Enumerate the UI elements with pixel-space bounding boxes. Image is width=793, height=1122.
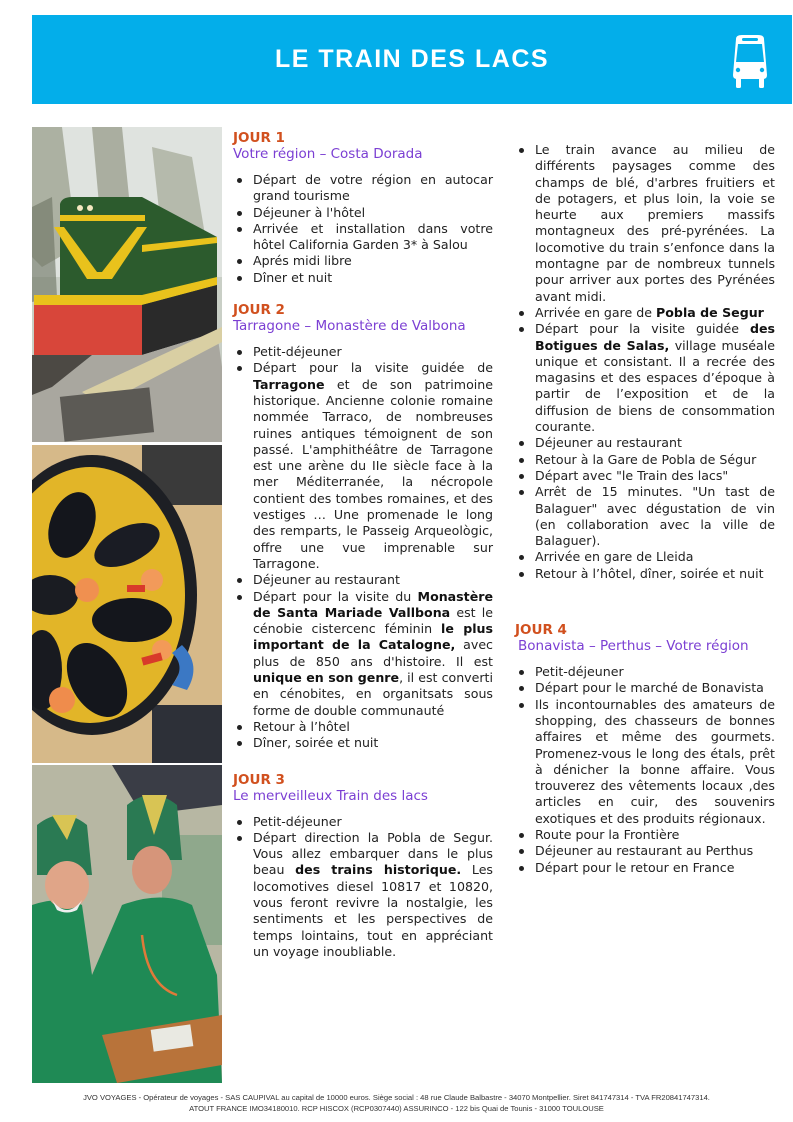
legal-footer <box>0 1092 793 1114</box>
list-item <box>515 697 775 827</box>
bold-text: Pobla de Segur <box>656 304 764 320</box>
day-subtitle: Bonavista – Perthus – Votre région <box>518 638 749 655</box>
text: et de son patrimoine historique. Ancienne colonie romaine nommée Tarraco, de nombreuses ruines antiques témoignent de son passé. L'amphithéâtre de Tarragone est une arène du IIe siècle face à la mer Méditerranée, la nécropole contient des tombes romaines, et des vestiges … Une promenade le long des remparts, le Passeig Arqueològic, offre une vue imprenable sur Tarragone. <box>253 376 493 571</box>
text: Arrêt de 15 minutes. "Un tast de Balaguer" avec dégustation de vin (en collaboration avec la ville de Balaguer). <box>535 484 775 549</box>
day-items <box>515 664 775 876</box>
text: Départ avec "le Train des lacs" <box>535 467 729 483</box>
day-subtitle: Tarragone – Monastère de Valbona <box>233 318 466 335</box>
text: avec plus de 850 ans d'histoire. Il est <box>253 637 493 669</box>
footer-line-2: ATOUT FRANCE IMO34180010. RCP HISCOX (RCP0307440) ASSURINCO - 122 bis Quai de Tounis - 31000 TOULOUSE <box>189 1104 604 1113</box>
list-item <box>515 566 775 582</box>
photo-train <box>32 127 222 442</box>
text: Les locomotives diesel 10817 et 10820, vous feront revivre la nostalgie, les sentiments et les perspectives de temps lointains, tout en appréciant un voyage inoubliable. <box>253 862 493 959</box>
list-item <box>233 735 493 751</box>
bold-text: des trains historique. <box>295 862 462 878</box>
text: Dîner et nuit <box>253 269 333 285</box>
list-item <box>515 860 775 876</box>
photo-guards <box>32 765 222 1083</box>
list-item <box>233 719 493 735</box>
text: Déjeuner à l'hôtel <box>253 204 366 220</box>
list-item <box>515 843 775 859</box>
text: Le train avance au milieu de différents paysages comme des champs de blé, d'arbres fruitiers et de potagers, et plus loin, la voie se heurte aux premiers massifs montagneux des pré-pyrénées. La locomotive du train s’enfonce dans la montagne par de nombreux tunnels pour arriver aux portes des Pyrénées avant midi. <box>535 142 775 304</box>
list-item <box>515 664 775 680</box>
bold-text: Monastère de Santa Mariade Vallbona <box>253 588 493 620</box>
day-items <box>233 172 493 286</box>
list-item <box>233 572 493 588</box>
bold-text: Tarragone <box>253 376 325 392</box>
day-subtitle: Le merveilleux Train des lacs <box>233 787 428 804</box>
text: est le cénobie cistercenc féminin <box>253 604 493 637</box>
text: Départ pour le retour en France <box>535 859 735 875</box>
text: Arrivée en gare de <box>535 304 657 320</box>
list-item <box>233 253 493 269</box>
text: Départ pour la visite guidée <box>535 321 750 337</box>
list-item <box>233 221 493 254</box>
text: Petit-déjeuner <box>253 813 342 829</box>
day-3 <box>233 772 493 961</box>
day-3-continued <box>515 142 775 582</box>
list-item <box>515 452 775 468</box>
text: Arrivée en gare de Lleida <box>535 549 694 565</box>
list-item <box>515 680 775 696</box>
list-item <box>515 142 775 305</box>
day-label: JOUR 4 <box>515 622 567 639</box>
day-items <box>515 142 775 582</box>
text: village muséale unique et consistant. Il a recrée des magasins et des espaces d’époque à partir de l’exposition et de la diffusion de biens de consommation courante. <box>535 337 775 435</box>
list-item <box>515 549 775 565</box>
text: Départ de votre région en autocar grand tourisme <box>253 172 493 204</box>
itinerary-middle-column <box>233 130 493 976</box>
page-title: LE TRAIN DES LACS <box>274 45 550 73</box>
text: Déjeuner au restaurant au Perthus <box>535 843 754 859</box>
text: Retour à l’hôtel <box>253 718 350 734</box>
text: Route pour la Frontière <box>535 826 680 842</box>
day-4 <box>515 622 775 876</box>
text: Petit-déjeuner <box>535 664 624 680</box>
list-item <box>233 814 493 830</box>
list-item <box>233 830 493 960</box>
text: Retour à la Gare de Pobla de Ségur <box>535 451 757 467</box>
list-item <box>233 205 493 221</box>
bold-text: le plus important de la Catalogne, <box>253 621 493 653</box>
text: Ils incontournables des amateurs de shopping, des chasseurs de bonnes affaires et même des gourmets. Promenez-vous le long des étals, prêt à dénicher la bonne affaire. Vous trouverez des vêtements locaux ,des articles en cuir, des souvenirs exotiques et des produits régionaux. <box>535 696 775 826</box>
list-item <box>233 360 493 572</box>
page-header <box>32 15 792 104</box>
list-item <box>233 344 493 360</box>
text: Arrivée et installation dans votre hôtel California Garden 3* à Salou <box>253 220 493 253</box>
text: Dîner, soirée et nuit <box>253 735 379 751</box>
photo-paella <box>32 445 222 763</box>
bold-text: des Botigues de Salas, <box>535 321 775 353</box>
text: Déjeuner au restaurant <box>253 572 400 588</box>
list-item <box>515 827 775 843</box>
list-item <box>233 589 493 719</box>
list-item <box>515 321 775 435</box>
day-items <box>233 344 493 751</box>
day-items <box>233 814 493 961</box>
text: Départ direction la Pobla de Segur. Vous allez embarquer dans le plus beau <box>253 829 493 878</box>
day-label: JOUR 1 <box>233 130 285 146</box>
text: , il est converti en cénobites, en organitsats sous forme de double communauté <box>253 670 493 718</box>
text: Départ pour le marché de Bonavista <box>535 680 764 696</box>
list-item <box>515 484 775 549</box>
text: Départ pour la visite du <box>253 588 418 604</box>
bold-text: unique en son genre <box>253 670 400 686</box>
photo-column <box>32 127 222 1083</box>
day-2 <box>233 302 493 751</box>
day-1 <box>233 130 493 286</box>
list-item <box>233 172 493 205</box>
text: Départ pour la visite guidée de <box>253 360 493 376</box>
text: Aprés midi libre <box>253 253 352 269</box>
list-item <box>233 270 493 286</box>
day-label: JOUR 2 <box>233 302 285 319</box>
day-label: JOUR 3 <box>233 771 285 788</box>
text: Retour à l’hôtel, dîner, soirée et nuit <box>535 565 764 581</box>
bus-icon <box>730 35 770 89</box>
text: Petit-déjeuner <box>253 344 342 360</box>
itinerary-right-column <box>515 142 775 892</box>
list-item <box>515 435 775 451</box>
footer-line-1: JVO VOYAGES - Opérateur de voyages - SAS CAUPIVAL au capital de 10000 euros. Siège social : 48 rue Claude Balbastre - 34070 Montpellier. Siret 841747314 - TVA FR20841747314. <box>83 1093 710 1102</box>
list-item <box>515 305 775 321</box>
list-item <box>515 468 775 484</box>
day-subtitle: Votre région – Costa Dorada <box>233 146 423 162</box>
text: Déjeuner au restaurant <box>535 435 682 451</box>
